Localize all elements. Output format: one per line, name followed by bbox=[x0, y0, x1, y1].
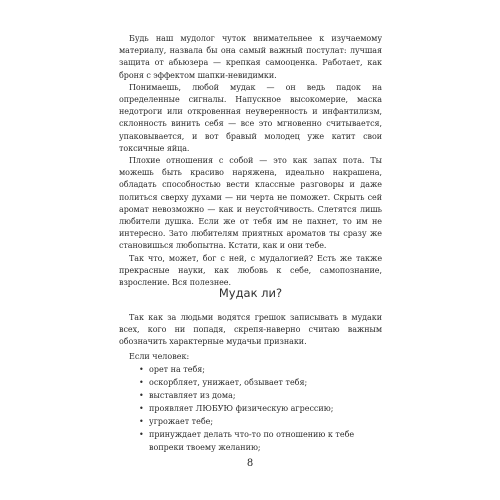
list-item: • оскорбляет, унижает, обзывает тебя; bbox=[139, 376, 382, 389]
list-item: • угрожает тебе; bbox=[139, 415, 382, 428]
paragraph: Будь наш мудолог чуток внимательнее к изучаемому материалу, назвала бы она самый важный постулат: лучшая защита от абьюзера — крепкая самооценка. Работает, как броня с эффектом шапки-невидимки. bbox=[119, 34, 382, 80]
list-item: • орет на тебя; bbox=[139, 363, 382, 376]
list-item: • принуждает делать что-то по отношению к тебе вопреки твоему желанию; bbox=[139, 428, 382, 454]
section-intro-text bbox=[119, 312, 382, 349]
list-item: • выставляет из дома; bbox=[139, 389, 382, 402]
section-heading: Мудак ли? bbox=[218, 286, 283, 300]
list-item: • проявляет ЛЮБУЮ физическую агрессию; bbox=[139, 402, 382, 415]
bullet-list bbox=[139, 363, 382, 454]
paragraph: Плохие отношения с собой — это как запах пота. Ты можешь быть красиво наряжена, идеально накрашена, обладать способностью вести классные разговоры и даже политься сверху духами — ни черта не поможет. Скрыть сей аромат невозможно — как и неустойчивость. Слетятся лишь любители душка. Если же от тебя им не пахнет, то им не интересно. Зато любителям приятных ароматов ты сразу же становишься любопытна. Кстати, как и они тебе. bbox=[119, 156, 382, 251]
paragraph: Понимаешь, любой мудак — он ведь падок на определенные сигналы. Напускное высокомерие, маска недотроги или откровенная неуверенность и инфантилизм, склонность винить себя — все это мгновенно считывается, упаковывается, и вот бравый молодец уже катит свои токсичные яйца. bbox=[119, 82, 382, 153]
page-number: 8 bbox=[246, 458, 254, 469]
paragraph: Так что, может, бог с ней, с мудалогией? Есть же также прекрасные науки, как любовь к себе, самопознание, взросление. Вся полезнее. bbox=[119, 253, 382, 288]
paragraph: Так как за людьми водятся грешок записывать в мудаки всех, кого ни попадя, скрепя-наверно считаю важным обозначить характерные мудачьи признаки. bbox=[119, 313, 382, 347]
body-text bbox=[119, 33, 382, 289]
list-intro: Если человек: bbox=[129, 352, 190, 361]
